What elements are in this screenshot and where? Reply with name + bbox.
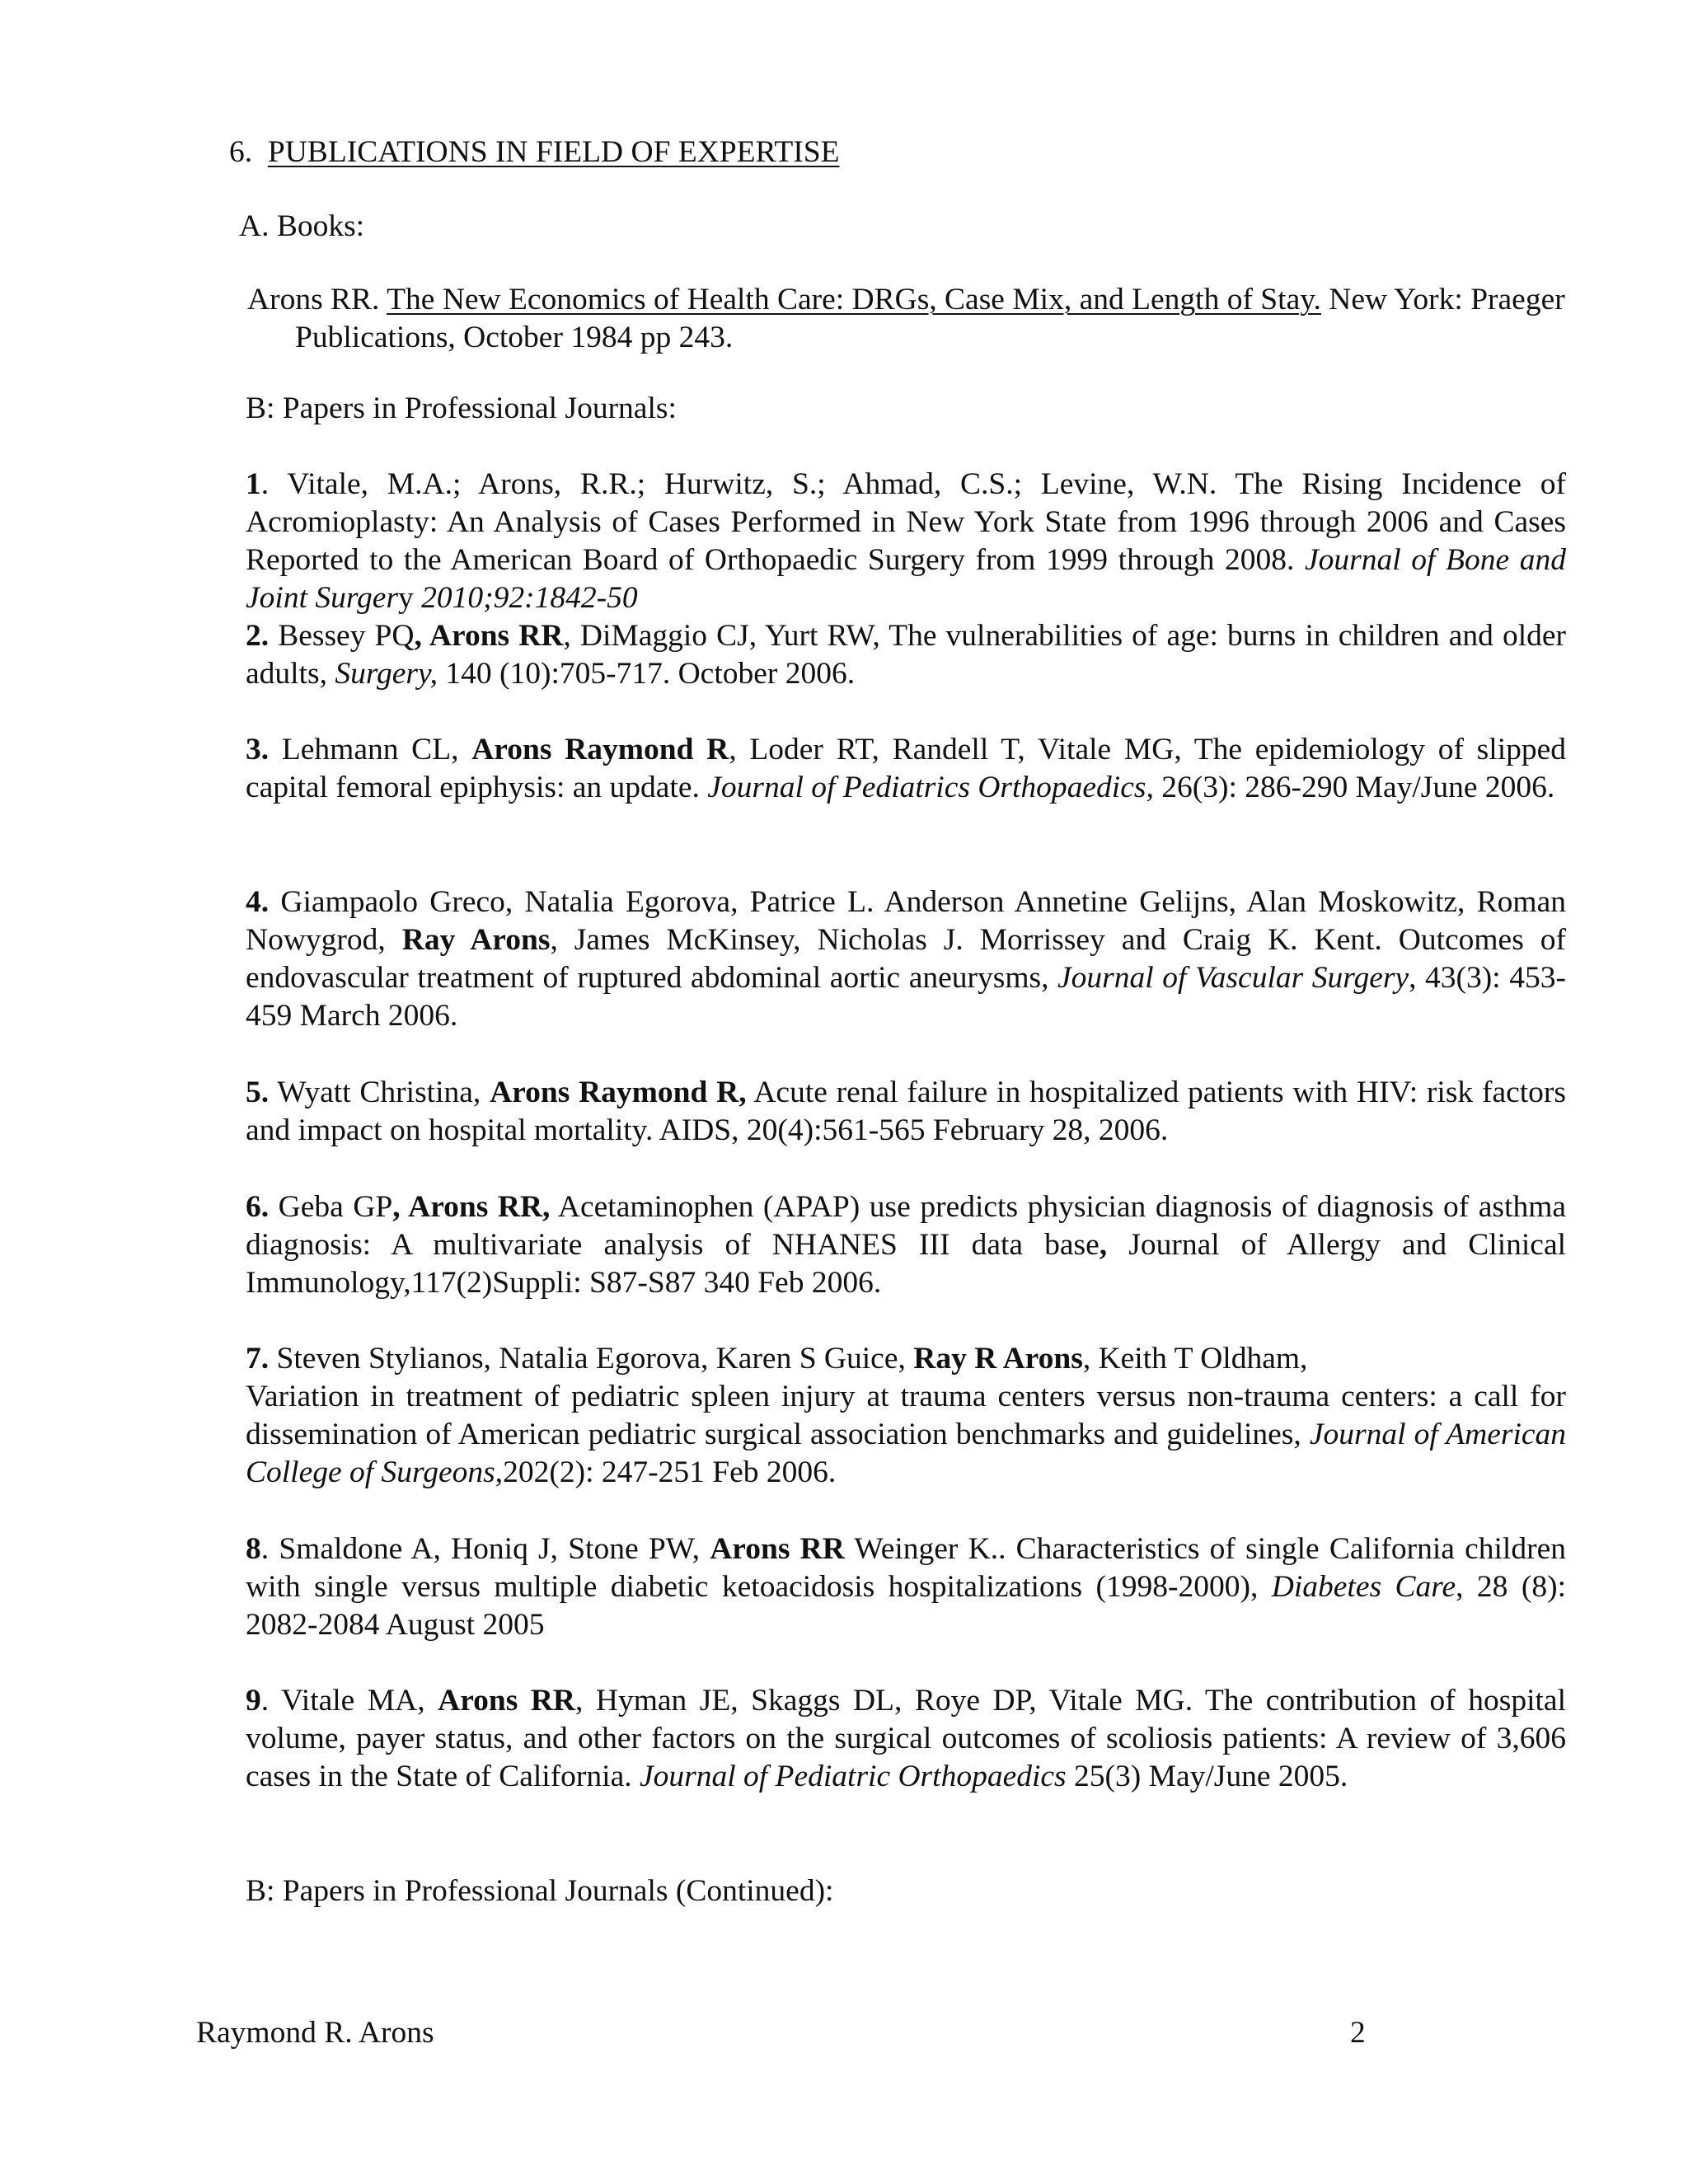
papers-continued-heading: B: Papers in Professional Journals (Continued): — [246, 1874, 834, 1908]
paper-entry-9: 9. Vitale MA, Arons RR, Hyman JE, Skaggs DL, Roye DP, Vitale MG. The contribution of hospital volume, payer status, and other factors on the surgical outcomes of scoliosis patients: A review of 3,606 cases in the State of California. Journal of Pediatric Orthopaedics 25(3) May/June 2005. — [246, 1684, 1566, 1793]
paper-entry-5: 5. Wyatt Christina, Arons Raymond R, Acute renal failure in hospitalized patients with HIV: risk factors and impact on hospital mortality. AIDS, 20(4):561-565 February 28, 2006. — [246, 1076, 1566, 1147]
paper-entry-3: 3. Lehmann CL, Arons Raymond R, Loder RT, Randell T, Vitale MG, The epidemiology of slipped capital femoral epiphysis: an update. Journal of Pediatrics Orthopaedics, 26(3): 286-290 May/June 2006. — [246, 733, 1567, 804]
section-title: PUBLICATIONS IN FIELD OF EXPERTISE — [267, 135, 840, 169]
paper-entry-4: 4. Giampaolo Greco, Natalia Egorova, Patrice L. Anderson Annetine Gelijns, Alan Moskowitz, Roman Nowygrod, Ray Arons, James McKinsey, Nicholas J. Morrissey and Craig K. Kent. Outcomes of endovascular treatment of ruptured abdominal aortic aneurysms, Journal of Vascular Surgery, 43(3): 453-459 March 2006. — [246, 885, 1566, 1033]
paper-entry-2: 2. Bessey PQ, Arons RR, DiMaggio CJ, Yurt RW, The vulnerabilities of age: burns in children and older adults, Surgery, 140 (10):705-717. October 2006. — [246, 619, 1566, 691]
paper-entry-7: 7. Steven Stylianos, Natalia Egorova, Karen S Guice, Ray R Arons, Keith T Oldham, Variation in treatment of pediatric spleen injury at trauma centers versus non-trauma centers: a call for dissemination of American pediatric surgical association benchmarks and guidelines, Journal of American College of Surgeons,202(2): 247-251 Feb 2006. — [246, 1342, 1567, 1489]
paper-entry-1: 1. Vitale, M.A.; Arons, R.R.; Hurwitz, S.; Ahmad, C.S.; Levine, W.N. The Rising Incidence of Acromioplasty: An Analysis of Cases Performed in New York State from 1996 through 2006 and Cases Reported to the American Board of Orthopaedic Surgery from 1999 through 2008. Journal of Bone and Joint Surgery 2010;92:1842-50 — [246, 467, 1566, 615]
paper-entry-6: 6. Geba GP, Arons RR, Acetaminophen (APAP) use predicts physician diagnosis of diagnosis of asthma diagnosis: A multivariate analysis of NHANES III data base, Journal of Allergy and Clinical Immunology,117(2)Suppli: S87-S87 340 Feb 2006. — [246, 1190, 1567, 1300]
footer-author-name: Raymond R. Arons — [196, 2016, 434, 2050]
book-entry: Arons RR. The New Economics of Health Care: DRGs, Case Mix, and Length of Stay. New York: Praeger Publications, October 1984 pp 243. — [247, 283, 1565, 354]
books-heading: A. Books: — [239, 209, 365, 243]
section-number: 6. — [229, 135, 253, 169]
paper-entry-8: 8. Smaldone A, Honiq J, Stone PW, Arons RR Weinger K.. Characteristics of single California children with single versus multiple diabetic ketoacidosis hospitalizations (1998-2000), Diabetes Care, 28 (8): 2082-2084 August 2005 — [246, 1532, 1566, 1642]
footer-page-number: 2 — [1350, 2016, 1366, 2050]
book-title: The New Economics of Health Care: DRGs, Case Mix, and Length of Stay. — [387, 283, 1321, 316]
section-heading — [229, 134, 839, 171]
papers-heading: B: Papers in Professional Journals: — [246, 391, 677, 425]
